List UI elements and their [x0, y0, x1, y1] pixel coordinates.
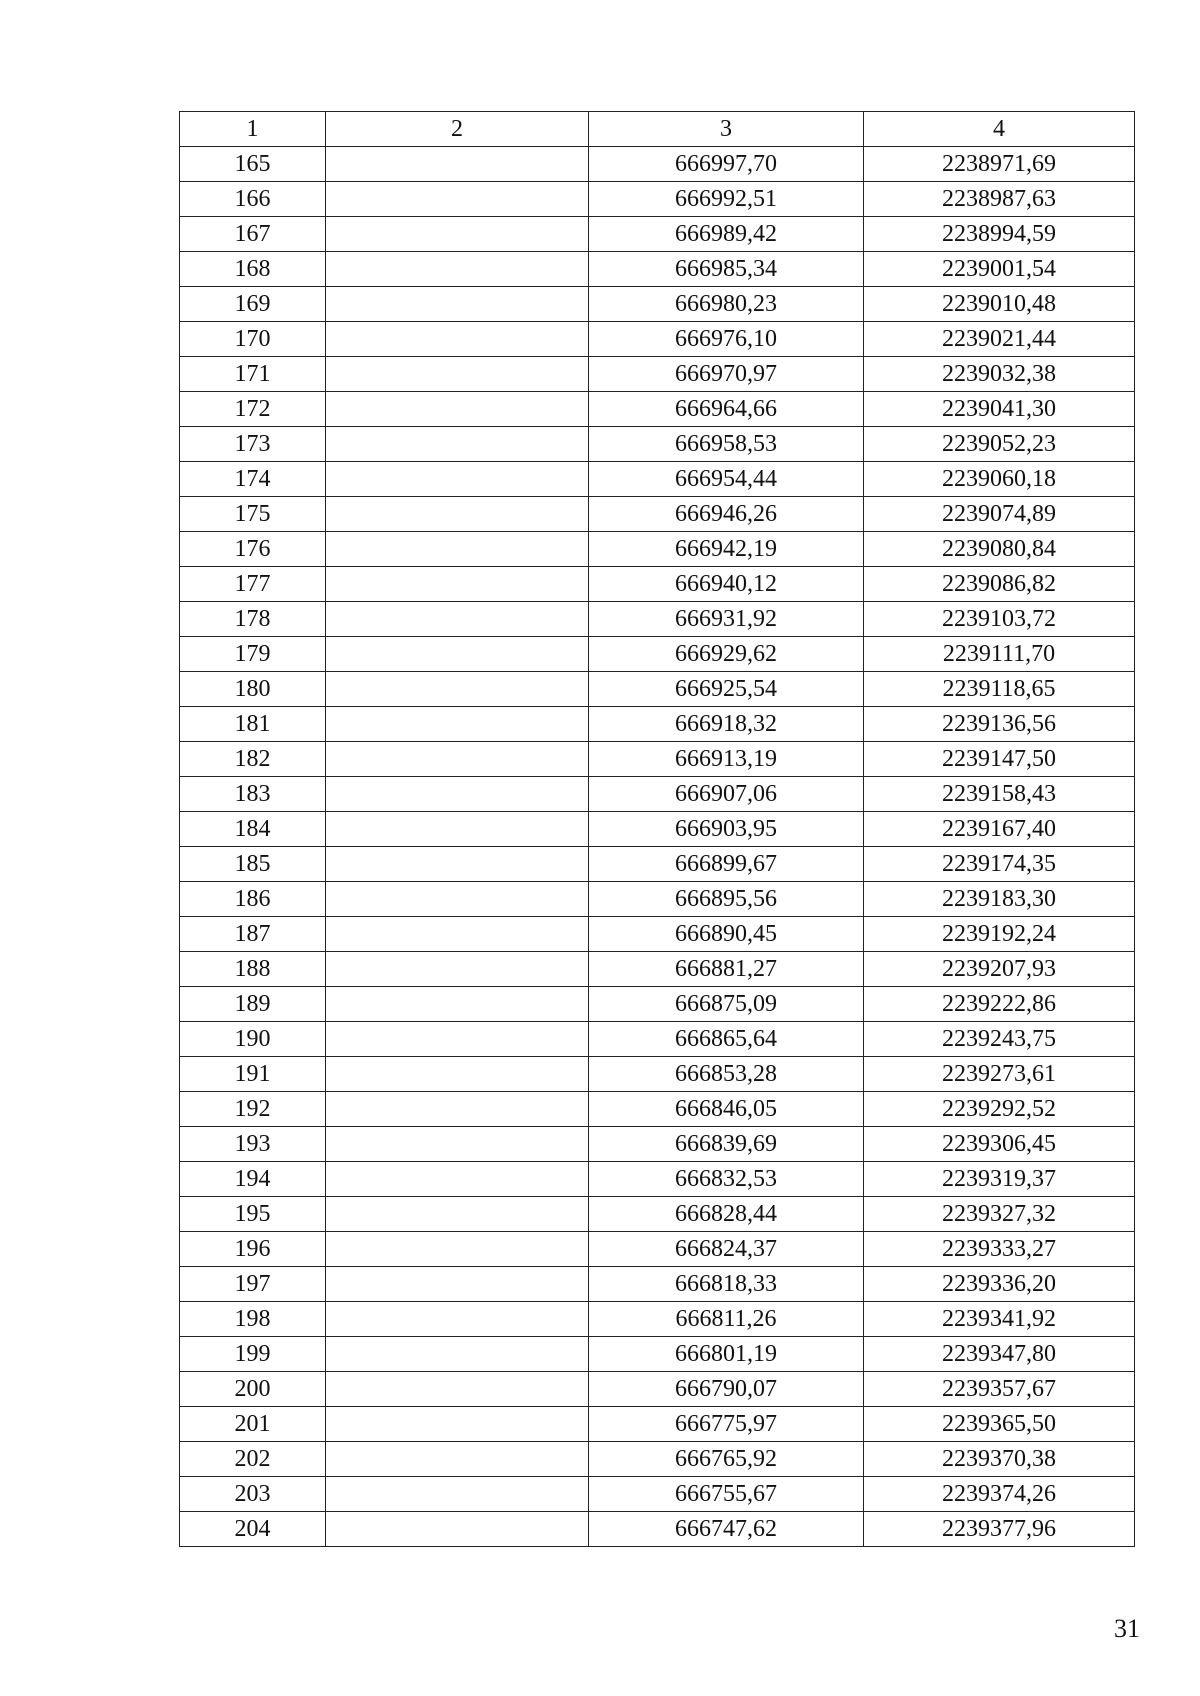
table-cell-col-3: 666890,45	[589, 917, 864, 952]
table-row	[180, 1407, 1135, 1442]
table-cell-col-2	[326, 567, 589, 602]
table-cell-col-2	[326, 1442, 589, 1477]
table-cell-col-4: 2239336,20	[864, 1267, 1135, 1302]
table-cell-col-1: 189	[180, 987, 326, 1022]
table-cell-col-4: 2239273,61	[864, 1057, 1135, 1092]
table-row	[180, 637, 1135, 672]
table-cell-col-3: 666913,19	[589, 742, 864, 777]
page-number: 31	[1114, 1614, 1140, 1643]
table-cell-col-1: 169	[180, 287, 326, 322]
table-cell-col-3: 666846,05	[589, 1092, 864, 1127]
table-cell-col-2	[326, 777, 589, 812]
table-cell-col-2	[326, 1337, 589, 1372]
table-cell-col-1: 170	[180, 322, 326, 357]
table-row	[180, 1092, 1135, 1127]
table-row	[180, 602, 1135, 637]
table-row	[180, 672, 1135, 707]
table-row	[180, 1477, 1135, 1512]
column-header-2: 2	[326, 112, 589, 147]
table-body	[180, 147, 1135, 1547]
table-cell-col-1: 195	[180, 1197, 326, 1232]
table-cell-col-3: 666839,69	[589, 1127, 864, 1162]
table-cell-col-4: 2239111,70	[864, 637, 1135, 672]
table-cell-col-4: 2239183,30	[864, 882, 1135, 917]
table-cell-col-2	[326, 1267, 589, 1302]
table-cell-col-3: 666811,26	[589, 1302, 864, 1337]
table-cell-col-3: 666946,26	[589, 497, 864, 532]
table-cell-col-1: 197	[180, 1267, 326, 1302]
table-cell-col-3: 666903,95	[589, 812, 864, 847]
table-cell-col-2	[326, 322, 589, 357]
table-cell-col-2	[326, 1162, 589, 1197]
table-cell-col-1: 176	[180, 532, 326, 567]
table-cell-col-2	[326, 532, 589, 567]
table-cell-col-1: 194	[180, 1162, 326, 1197]
table-row	[180, 252, 1135, 287]
table-cell-col-3: 666895,56	[589, 882, 864, 917]
table-cell-col-3: 666899,67	[589, 847, 864, 882]
table-row	[180, 847, 1135, 882]
table-cell-col-1: 202	[180, 1442, 326, 1477]
table-row	[180, 1162, 1135, 1197]
table-cell-col-4: 2239167,40	[864, 812, 1135, 847]
table-cell-col-3: 666958,53	[589, 427, 864, 462]
table-cell-col-4: 2239347,80	[864, 1337, 1135, 1372]
table-cell-col-3: 666925,54	[589, 672, 864, 707]
table-row	[180, 217, 1135, 252]
table-row	[180, 742, 1135, 777]
table-cell-col-2	[326, 707, 589, 742]
table-cell-col-4: 2239306,45	[864, 1127, 1135, 1162]
table-cell-col-2	[326, 882, 589, 917]
table-cell-col-3: 666940,12	[589, 567, 864, 602]
table-cell-col-4: 2239158,43	[864, 777, 1135, 812]
table-cell-col-2	[326, 847, 589, 882]
table-cell-col-3: 666853,28	[589, 1057, 864, 1092]
table-row	[180, 427, 1135, 462]
table-cell-col-1: 192	[180, 1092, 326, 1127]
table-cell-col-1: 183	[180, 777, 326, 812]
table-cell-col-1: 203	[180, 1477, 326, 1512]
table-cell-col-1: 180	[180, 672, 326, 707]
table-cell-col-1: 167	[180, 217, 326, 252]
table-row	[180, 1022, 1135, 1057]
table-cell-col-3: 666989,42	[589, 217, 864, 252]
table-row	[180, 1442, 1135, 1477]
table-cell-col-3: 666980,23	[589, 287, 864, 322]
table-cell-col-2	[326, 952, 589, 987]
table-cell-col-4: 2239103,72	[864, 602, 1135, 637]
table-cell-col-3: 666942,19	[589, 532, 864, 567]
table-cell-col-2	[326, 1057, 589, 1092]
table-cell-col-4: 2239136,56	[864, 707, 1135, 742]
table-cell-col-2	[326, 812, 589, 847]
table-cell-col-2	[326, 392, 589, 427]
column-header-4: 4	[864, 112, 1135, 147]
table-cell-col-1: 177	[180, 567, 326, 602]
table-row	[180, 357, 1135, 392]
table-cell-col-2	[326, 1372, 589, 1407]
table-cell-col-4: 2239341,92	[864, 1302, 1135, 1337]
table-cell-col-3: 666918,32	[589, 707, 864, 742]
table-cell-col-1: 198	[180, 1302, 326, 1337]
table-cell-col-3: 666964,66	[589, 392, 864, 427]
table-cell-col-1: 200	[180, 1372, 326, 1407]
table-cell-col-2	[326, 1407, 589, 1442]
table-cell-col-2	[326, 357, 589, 392]
table-cell-col-4: 2239052,23	[864, 427, 1135, 462]
table-cell-col-3: 666824,37	[589, 1232, 864, 1267]
table-cell-col-1: 179	[180, 637, 326, 672]
table-cell-col-4: 2238987,63	[864, 182, 1135, 217]
table-row	[180, 952, 1135, 987]
table-cell-col-3: 666970,97	[589, 357, 864, 392]
table-cell-col-4: 2239086,82	[864, 567, 1135, 602]
table-row	[180, 1232, 1135, 1267]
table-row	[180, 1372, 1135, 1407]
table-cell-col-4: 2238971,69	[864, 147, 1135, 182]
table-cell-col-4: 2239032,38	[864, 357, 1135, 392]
table-cell-col-3: 666801,19	[589, 1337, 864, 1372]
table-cell-col-3: 666765,92	[589, 1442, 864, 1477]
table-cell-col-2	[326, 497, 589, 532]
table-cell-col-2	[326, 217, 589, 252]
table-cell-col-4: 2238994,59	[864, 217, 1135, 252]
table-row	[180, 917, 1135, 952]
table-row	[180, 1302, 1135, 1337]
table-cell-col-4: 2239021,44	[864, 322, 1135, 357]
table-cell-col-3: 666828,44	[589, 1197, 864, 1232]
table-row	[180, 1127, 1135, 1162]
table-cell-col-3: 666790,07	[589, 1372, 864, 1407]
table-cell-col-1: 185	[180, 847, 326, 882]
table-row	[180, 567, 1135, 602]
table-row	[180, 147, 1135, 182]
table-cell-col-4: 2239357,67	[864, 1372, 1135, 1407]
table-cell-col-1: 168	[180, 252, 326, 287]
table-cell-col-4: 2239174,35	[864, 847, 1135, 882]
table-cell-col-2	[326, 1127, 589, 1162]
table-cell-col-2	[326, 182, 589, 217]
table-cell-col-1: 178	[180, 602, 326, 637]
table-cell-col-3: 666985,34	[589, 252, 864, 287]
table-cell-col-3: 666755,67	[589, 1477, 864, 1512]
table-cell-col-3: 666747,62	[589, 1512, 864, 1547]
table-cell-col-1: 191	[180, 1057, 326, 1092]
table-cell-col-2	[326, 672, 589, 707]
table-row	[180, 182, 1135, 217]
table-cell-col-1: 196	[180, 1232, 326, 1267]
column-header-1: 1	[180, 112, 326, 147]
table-cell-col-1: 193	[180, 1127, 326, 1162]
table-cell-col-2	[326, 1092, 589, 1127]
table-cell-col-4: 2239365,50	[864, 1407, 1135, 1442]
table-cell-col-3: 666954,44	[589, 462, 864, 497]
coordinates-table	[179, 111, 1135, 1547]
table-cell-col-2	[326, 427, 589, 462]
table-cell-col-2	[326, 147, 589, 182]
table-cell-col-3: 666976,10	[589, 322, 864, 357]
table-cell-col-1: 181	[180, 707, 326, 742]
table-cell-col-1: 201	[180, 1407, 326, 1442]
table-row	[180, 1337, 1135, 1372]
table-row	[180, 532, 1135, 567]
table-row	[180, 1197, 1135, 1232]
table-cell-col-4: 2239207,93	[864, 952, 1135, 987]
table-cell-col-1: 186	[180, 882, 326, 917]
table-row	[180, 287, 1135, 322]
table-cell-col-1: 165	[180, 147, 326, 182]
table-cell-col-4: 2239327,32	[864, 1197, 1135, 1232]
table-row	[180, 462, 1135, 497]
column-header-3: 3	[589, 112, 864, 147]
table-row	[180, 497, 1135, 532]
table-cell-col-1: 187	[180, 917, 326, 952]
table-cell-col-4: 2239292,52	[864, 1092, 1135, 1127]
table-cell-col-2	[326, 1232, 589, 1267]
table-cell-col-1: 188	[180, 952, 326, 987]
table-cell-col-3: 666881,27	[589, 952, 864, 987]
table-cell-col-4: 2239370,38	[864, 1442, 1135, 1477]
table-cell-col-4: 2239041,30	[864, 392, 1135, 427]
table-cell-col-3: 666997,70	[589, 147, 864, 182]
table-cell-col-1: 184	[180, 812, 326, 847]
table-row	[180, 812, 1135, 847]
table-cell-col-4: 2239319,37	[864, 1162, 1135, 1197]
table-cell-col-1: 174	[180, 462, 326, 497]
table-cell-col-2	[326, 987, 589, 1022]
table-header-row	[180, 112, 1135, 147]
table-cell-col-3: 666818,33	[589, 1267, 864, 1302]
table-cell-col-1: 173	[180, 427, 326, 462]
table-row	[180, 882, 1135, 917]
table-cell-col-3: 666929,62	[589, 637, 864, 672]
table-cell-col-1: 171	[180, 357, 326, 392]
table-cell-col-4: 2239222,86	[864, 987, 1135, 1022]
table-cell-col-2	[326, 742, 589, 777]
table-cell-col-2	[326, 1197, 589, 1232]
table-cell-col-2	[326, 1477, 589, 1512]
table-cell-col-2	[326, 1022, 589, 1057]
table-row	[180, 1512, 1135, 1547]
table-cell-col-3: 666775,97	[589, 1407, 864, 1442]
table-cell-col-2	[326, 602, 589, 637]
table-cell-col-1: 199	[180, 1337, 326, 1372]
table-cell-col-4: 2239377,96	[864, 1512, 1135, 1547]
table-cell-col-2	[326, 917, 589, 952]
table-cell-col-4: 2239243,75	[864, 1022, 1135, 1057]
table-cell-col-4: 2239001,54	[864, 252, 1135, 287]
table-cell-col-3: 666992,51	[589, 182, 864, 217]
table-cell-col-4: 2239147,50	[864, 742, 1135, 777]
table-row	[180, 392, 1135, 427]
table-cell-col-2	[326, 252, 589, 287]
table-row	[180, 1267, 1135, 1302]
table-row	[180, 1057, 1135, 1092]
table-cell-col-3: 666907,06	[589, 777, 864, 812]
table-cell-col-1: 166	[180, 182, 326, 217]
table-cell-col-1: 172	[180, 392, 326, 427]
table-cell-col-4: 2239374,26	[864, 1477, 1135, 1512]
table-row	[180, 987, 1135, 1022]
table-cell-col-3: 666931,92	[589, 602, 864, 637]
table-cell-col-4: 2239192,24	[864, 917, 1135, 952]
table-cell-col-2	[326, 1302, 589, 1337]
table-cell-col-3: 666865,64	[589, 1022, 864, 1057]
table-cell-col-1: 182	[180, 742, 326, 777]
table-cell-col-4: 2239074,89	[864, 497, 1135, 532]
table-cell-col-2	[326, 287, 589, 322]
table-cell-col-2	[326, 462, 589, 497]
table-row	[180, 322, 1135, 357]
table-cell-col-4: 2239333,27	[864, 1232, 1135, 1267]
table-cell-col-1: 204	[180, 1512, 326, 1547]
table-cell-col-1: 190	[180, 1022, 326, 1057]
table-row	[180, 777, 1135, 812]
table-cell-col-4: 2239118,65	[864, 672, 1135, 707]
table-cell-col-1: 175	[180, 497, 326, 532]
table-cell-col-4: 2239080,84	[864, 532, 1135, 567]
table-cell-col-4: 2239060,18	[864, 462, 1135, 497]
table-cell-col-3: 666875,09	[589, 987, 864, 1022]
table-cell-col-4: 2239010,48	[864, 287, 1135, 322]
table-row	[180, 707, 1135, 742]
table-cell-col-3: 666832,53	[589, 1162, 864, 1197]
table-cell-col-2	[326, 1512, 589, 1547]
table-cell-col-2	[326, 637, 589, 672]
